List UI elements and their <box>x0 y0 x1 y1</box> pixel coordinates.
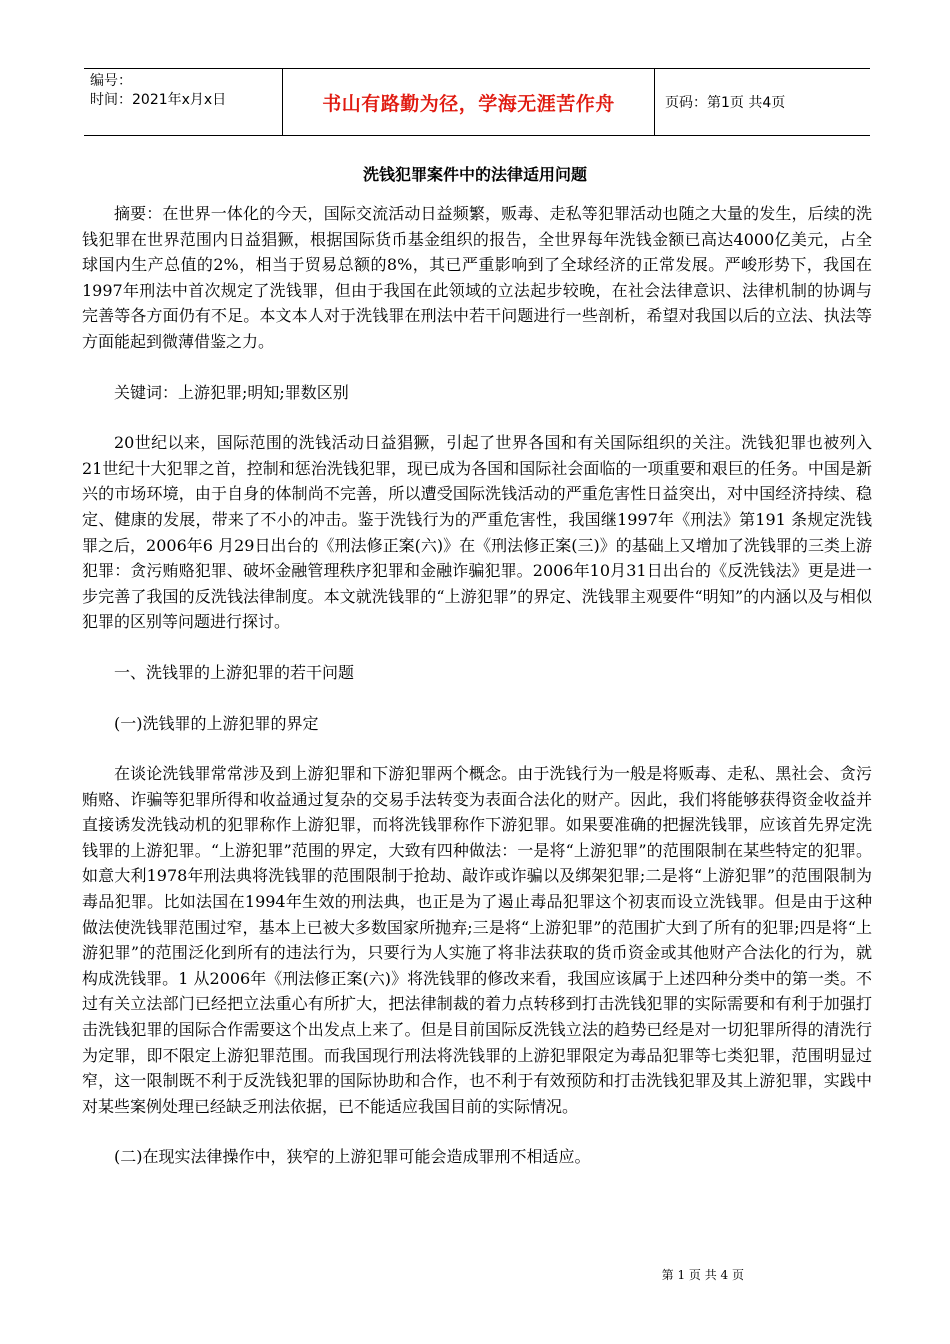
body-paragraph: 在谈论洗钱罪常常涉及到上游犯罪和下游犯罪两个概念。由于洗钱行为一般是将贩毒、走私、黑社会、贪污贿赂、诈骗等犯罪所得和收益通过复杂的交易手法转变为表面合法化的财产。因此，我们将能够获得资金收益并直接诱发洗钱动机的犯罪称作上游犯罪，而将洗钱罪称作下游犯罪。如果要准确的把握洗钱罪，应该首先界定洗钱罪的上游犯罪。“上游犯罪”范围的界定，大致有四种做法：一是将“上游犯罪”的范围限制在某些特定的犯罪。如意大利1978年刑法典将洗钱罪的范围限制于抢劫、敲诈或诈骗以及绑架犯罪;二是将“上游犯罪”的范围限制为毒品犯罪。比如法国在1994年生效的刑法典，也正是为了遏止毒品犯罪这个初衷而设立洗钱罪。但是由于这种做法使洗钱罪范围过窄，基本上已被大多数国家所抛弃;三是将“上游犯罪”的范围扩大到了所有的犯罪;四是将“上游犯罪”的范围泛化到所有的违法行为，只要行为人实施了将非法获取的货币资金或其他财产合法化的行为，就构成洗钱罪。1 从2006年《刑法修正案(六)》将洗钱罪的修改来看，我国应该属于上述四种分类中的第一类。不过有关立法部门已经把立法重心有所扩大，把法律制裁的着力点转移到打击洗钱犯罪的实际需要和有利于加强打击洗钱犯罪的国际合作需要这个出发点上来了。但是目前国际反洗钱立法的趋势已经是对一切犯罪所得的清洗行为定罪，即不限定上游犯罪范围。而我国现行刑法将洗钱罪的上游犯罪限定为毒品犯罪等七类犯罪，范围明显过窄，这一限制既不利于反洗钱犯罪的国际协助和合作，也不利于有效预防和打击洗钱犯罪及其上游犯罪，实践中对某些案例处理已经缺乏刑法依据，已不能适应我国目前的实际情况。 <box>82 764 872 1116</box>
document-number-label: 编号： <box>90 73 132 89</box>
header-page-info-cell <box>655 69 870 135</box>
abstract-paragraph: 摘要：在世界一体化的今天，国际交流活动日益频繁，贩毒、走私等犯罪活动也随之大量的发生，后续的洗钱犯罪在世界范围内日益猖獗，根据国际货币基金组织的报告，全世界每年洗钱金额已高达4000亿美元，占全球国内生产总值的2%，相当于贸易总额的8%，其已严重影响到了全球经济的正常发展。严峻形势下，我国在1997年刑法中首次规定了洗钱罪，但由于我国在此领域的立法起步较晚，在社会法律意识、法律机制的协调与完善等各方面仍有不足。本文本人对于洗钱罪在刑法中若干问题进行一些剖析，希望对我国以后的立法、执法等方面能起到微薄借鉴之力。 <box>82 204 872 351</box>
header-motto: 书山有路勤为径，学海无涯苦作舟 <box>322 92 615 115</box>
document-body <box>82 201 872 1170</box>
subsection-heading-2: (二)在现实法律操作中，狭窄的上游犯罪可能会造成罪刑不相适应。 <box>114 1147 591 1167</box>
header-meta <box>84 69 282 135</box>
subsection-heading: (一)洗钱罪的上游犯罪的界定 <box>114 713 319 733</box>
page-footer: 第 1 页 共 4 页 <box>661 1268 744 1282</box>
section-heading: 一、洗钱罪的上游犯罪的若干问题 <box>114 662 355 682</box>
header-motto-cell <box>282 69 655 135</box>
document-title: 洗钱犯罪案件中的法律适用问题 <box>362 165 587 184</box>
document-time-label: 时间：2021年x月x日 <box>90 92 227 108</box>
header-page-info: 页码：第1页 共4页 <box>665 95 786 111</box>
keywords-paragraph: 关键词：上游犯罪;明知;罪数区别 <box>114 382 349 402</box>
intro-paragraph: 20世纪以来，国际范围的洗钱活动日益猖獗，引起了世界各国和有关国际组织的关注。洗钱犯罪也被列入21世纪十大犯罪之首，控制和惩治洗钱犯罪，现已成为各国和国际社会面临的一项重要和艰巨的任务。中国是新兴的市场环境，由于自身的体制尚不完善，所以遭受国际洗钱活动的严重危害性日益突出，对中国经济持续、稳定、健康的发展，带来了不小的冲击。鉴于洗钱行为的严重危害性，我国继1997年《刑法》第191 条规定洗钱罪之后，2006年6 月29日出台的《刑法修正案(六)》在《刑法修正案(三)》的基础上又增加了洗钱罪的三类上游犯罪：贪污贿赂犯罪、破坏金融管理秩序犯罪和金融诈骗犯罪。2006年10月31日出台的《反洗钱法》更是进一步完善了我国的反洗钱法律制度。本文就洗钱罪的“上游犯罪”的界定、洗钱罪主观要件“明知”的内涵以及与相似犯罪的区别等问题进行探讨。 <box>82 433 872 632</box>
header-table <box>84 68 870 136</box>
